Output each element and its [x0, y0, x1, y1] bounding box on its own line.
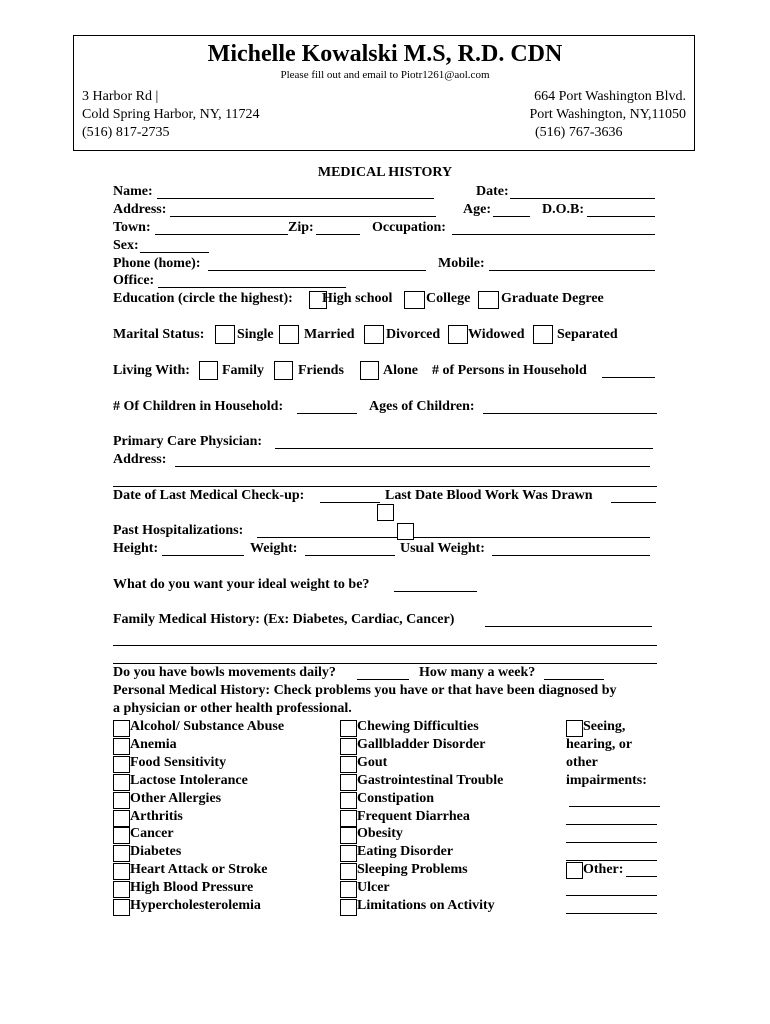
high-school-label: High school: [322, 291, 393, 306]
pcp-address-label: Address:: [113, 452, 167, 467]
condition-col2-checkbox[interactable]: [340, 899, 357, 916]
impairments-field-2[interactable]: [566, 824, 657, 825]
impairments-checkbox[interactable]: [566, 720, 583, 737]
condition-col1-label: Diabetes: [130, 844, 182, 860]
condition-col1-label: Other Allergies: [130, 790, 222, 806]
date-label: Date:: [476, 184, 509, 199]
separated-label: Separated: [557, 327, 618, 342]
practitioner-name: Michelle Kowalski M.S, R.D. CDN: [207, 41, 563, 67]
bowel-week-field[interactable]: [544, 679, 604, 680]
condition-col1-label: Heart Attack or Stroke: [130, 862, 268, 878]
sex-field[interactable]: [140, 252, 209, 253]
condition-col1-label: Cancer: [130, 826, 174, 842]
ages-children-label: Ages of Children:: [369, 399, 475, 414]
alone-label: Alone: [383, 363, 418, 378]
other-field-3[interactable]: [566, 913, 657, 914]
address-label: Address:: [113, 202, 167, 217]
zip-label: Zip:: [288, 220, 314, 235]
ideal-weight-label: What do you want your ideal weight to be?: [113, 577, 370, 592]
condition-col1-checkbox[interactable]: [113, 720, 130, 737]
left-address-phone: (516) 817-2735: [82, 125, 170, 140]
widowed-checkbox[interactable]: [448, 325, 468, 344]
last-bloodwork-label: Last Date Blood Work Was Drawn: [385, 488, 593, 503]
checkup-checkbox[interactable]: [377, 504, 394, 521]
family-checkbox[interactable]: [199, 361, 218, 380]
condition-col1-label: Hypercholesterolemia: [130, 898, 261, 913]
condition-col1-checkbox[interactable]: [113, 827, 130, 844]
dob-label: D.O.B:: [542, 202, 584, 217]
condition-col2-label: Eating Disorder: [357, 844, 454, 860]
last-bloodwork-field[interactable]: [611, 502, 656, 503]
condition-col1-label: Arthritis: [130, 808, 183, 824]
condition-col1-checkbox[interactable]: [113, 845, 130, 862]
condition-col1-checkbox[interactable]: [113, 899, 130, 916]
phone-home-field[interactable]: [208, 270, 426, 271]
name-label: Name:: [113, 184, 153, 199]
family-history-field[interactable]: [485, 626, 652, 627]
college-label: College: [426, 291, 471, 306]
sex-label: Sex:: [113, 238, 139, 253]
married-label: Married: [304, 327, 355, 342]
impairments-text-3: other: [566, 755, 598, 770]
divorced-label: Divorced: [386, 327, 441, 342]
condition-col1-label: Lactose Intolerance: [130, 772, 248, 788]
mobile-label: Mobile:: [438, 256, 485, 271]
friends-checkbox[interactable]: [274, 361, 293, 380]
office-label: Office:: [113, 273, 155, 288]
condition-col1-label: High Blood Pressure: [130, 880, 254, 896]
condition-col2-checkbox[interactable]: [340, 774, 357, 791]
graduate-degree-checkbox[interactable]: [478, 291, 499, 309]
address-field[interactable]: [170, 216, 436, 217]
town-field[interactable]: [155, 234, 288, 235]
condition-col2-label: Ulcer: [357, 880, 390, 896]
height-label: Height:: [113, 541, 159, 556]
condition-col2-checkbox[interactable]: [340, 863, 357, 880]
other-field-2[interactable]: [566, 895, 657, 896]
condition-col2-label: Gastrointestinal Trouble: [357, 772, 504, 788]
occupation-field[interactable]: [452, 234, 655, 235]
family-history-label: Family Medical History: (Ex: Diabetes, Cardiac, Cancer): [113, 612, 455, 627]
widowed-label: Widowed: [468, 327, 525, 342]
zip-field[interactable]: [316, 234, 360, 235]
right-address-line-2: Port Washington, NY,11050: [529, 107, 686, 122]
impairments-text-4: impairments:: [566, 773, 647, 788]
condition-col2-checkbox[interactable]: [340, 827, 357, 844]
impairments-text-1: Seeing,: [583, 719, 626, 734]
condition-col2-label: Sleeping Problems: [357, 862, 468, 878]
condition-col2-label: Chewing Difficulties: [357, 719, 479, 734]
condition-col1-label: Anemia: [130, 736, 177, 752]
office-field[interactable]: [158, 287, 346, 288]
condition-col1-checkbox[interactable]: [113, 774, 130, 791]
condition-col1-label: Alcohol/ Substance Abuse: [130, 719, 285, 734]
other-field-1[interactable]: [626, 876, 657, 877]
single-checkbox[interactable]: [215, 325, 235, 344]
mobile-field[interactable]: [489, 270, 655, 271]
condition-col2-checkbox[interactable]: [340, 756, 357, 773]
weight-field[interactable]: [305, 555, 395, 556]
graduate-degree-label: Graduate Degree: [501, 291, 604, 306]
name-field[interactable]: [157, 198, 434, 199]
family-history-field-2[interactable]: [113, 645, 657, 646]
condition-col2-checkbox[interactable]: [340, 845, 357, 862]
past-hospitalizations-label: Past Hospitalizations:: [113, 523, 244, 538]
alone-checkbox[interactable]: [360, 361, 379, 380]
family-label: Family: [222, 363, 264, 378]
condition-col2-label: Gout: [357, 754, 388, 770]
ideal-weight-field[interactable]: [394, 591, 477, 592]
past-hospitalizations-field[interactable]: [257, 537, 397, 538]
last-checkup-field[interactable]: [320, 502, 380, 503]
condition-col1-checkbox[interactable]: [113, 863, 130, 880]
date-field[interactable]: [510, 198, 655, 199]
education-label: Education (circle the highest):: [113, 291, 293, 306]
living-with-label: Living With:: [113, 363, 190, 378]
family-history-field-3[interactable]: [113, 663, 657, 664]
personal-history-text-1: Personal Medical History: Check problems you have or that have been diagnosed by: [113, 683, 617, 698]
children-label: # Of Children in Household:: [113, 399, 284, 414]
condition-col2-label: Constipation: [357, 790, 435, 806]
town-label: Town:: [113, 220, 151, 235]
age-label: Age:: [463, 202, 491, 217]
impairments-field-1[interactable]: [569, 806, 660, 807]
right-address-line-1: 664 Port Washington Blvd.: [534, 89, 686, 104]
condition-col1-checkbox[interactable]: [113, 756, 130, 773]
personal-history-text-2: a physician or other health professional.: [113, 701, 352, 716]
condition-col1-checkbox[interactable]: [113, 810, 130, 827]
marital-status-label: Marital Status:: [113, 327, 205, 342]
persons-household-field[interactable]: [602, 377, 655, 378]
instruction-text: Please fill out and email to Piotr1261@aol.com: [280, 69, 490, 81]
impairments-text-2: hearing, or: [566, 737, 633, 752]
married-checkbox[interactable]: [279, 325, 299, 344]
ages-children-field[interactable]: [483, 413, 657, 414]
children-field[interactable]: [297, 413, 357, 414]
other-label: Other:: [583, 862, 624, 877]
weight-label: Weight:: [250, 541, 298, 556]
right-address-phone: (516) 767-3636: [535, 125, 623, 140]
condition-col2-label: Obesity: [357, 826, 403, 842]
impairments-field-3[interactable]: [566, 842, 657, 843]
persons-household-label: # of Persons in Household: [432, 363, 587, 378]
last-checkup-label: Date of Last Medical Check-up:: [113, 488, 305, 503]
other-checkbox[interactable]: [566, 862, 583, 879]
divorced-checkbox[interactable]: [364, 325, 384, 344]
pcp-field[interactable]: [275, 448, 653, 449]
bowel-daily-field[interactable]: [357, 679, 409, 680]
condition-col2-label: Frequent Diarrhea: [357, 808, 470, 824]
condition-col1-checkbox[interactable]: [113, 792, 130, 809]
form-title: MEDICAL HISTORY: [317, 165, 453, 180]
single-label: Single: [237, 327, 274, 342]
condition-col2-label: Limitations on Activity: [357, 898, 495, 913]
height-field[interactable]: [162, 555, 244, 556]
usual-weight-label: Usual Weight:: [400, 541, 485, 556]
condition-col2-checkbox[interactable]: [340, 792, 357, 809]
dob-field[interactable]: [587, 216, 655, 217]
condition-col2-checkbox[interactable]: [340, 720, 357, 737]
bowel-week-label: How many a week?: [419, 665, 536, 680]
bowel-daily-label: Do you have bowls movements daily?: [113, 665, 336, 680]
condition-col2-label: Gallbladder Disorder: [357, 736, 486, 752]
hospitalization-checkbox[interactable]: [397, 523, 414, 540]
condition-col1-checkbox[interactable]: [113, 738, 130, 755]
phone-home-label: Phone (home):: [113, 256, 201, 271]
college-checkbox[interactable]: [404, 291, 425, 309]
left-address-line-2: Cold Spring Harbor, NY, 11724: [82, 107, 260, 122]
age-field[interactable]: [493, 216, 530, 217]
pcp-address-field-2[interactable]: [113, 486, 657, 487]
past-hospitalizations-field-2[interactable]: [414, 537, 650, 538]
condition-col1-checkbox[interactable]: [113, 881, 130, 898]
pcp-label: Primary Care Physician:: [113, 434, 263, 449]
usual-weight-field[interactable]: [492, 555, 650, 556]
condition-col2-checkbox[interactable]: [340, 810, 357, 827]
condition-col2-checkbox[interactable]: [340, 881, 357, 898]
condition-col1-label: Food Sensitivity: [130, 754, 227, 770]
pcp-address-field[interactable]: [175, 466, 650, 467]
condition-col2-checkbox[interactable]: [340, 738, 357, 755]
occupation-label: Occupation:: [372, 220, 446, 235]
impairments-field-4[interactable]: [566, 860, 657, 861]
separated-checkbox[interactable]: [533, 325, 553, 344]
left-address-line-1: 3 Harbor Rd |: [82, 89, 159, 104]
friends-label: Friends: [298, 363, 344, 378]
